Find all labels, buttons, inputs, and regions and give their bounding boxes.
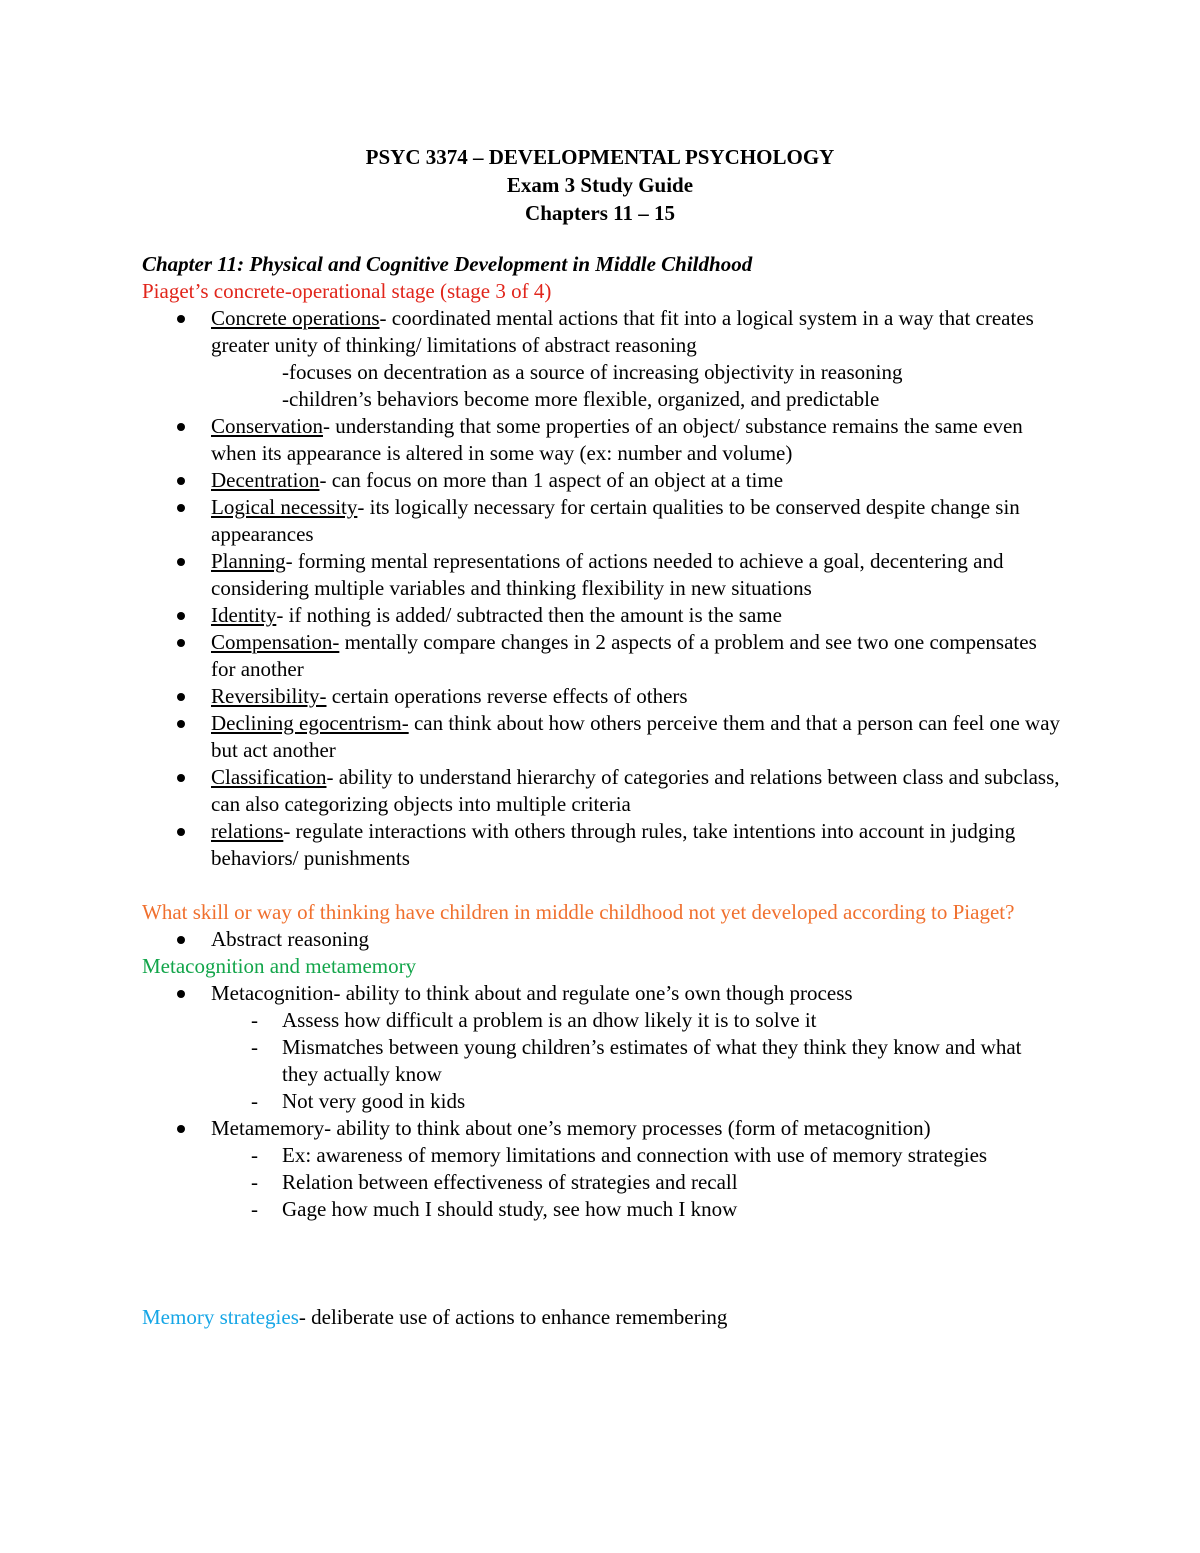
bullet-icon xyxy=(176,926,186,953)
piaget-heading: Piaget’s concrete-operational stage (stage 3 of 4) xyxy=(142,279,552,303)
list-item xyxy=(142,818,1062,872)
list-item xyxy=(211,1169,1062,1196)
metacognition-points xyxy=(211,1007,1062,1115)
bullet-icon xyxy=(176,494,186,521)
metamemory-points xyxy=(211,1142,1062,1223)
chapters-range: Chapters 11 – 15 xyxy=(525,201,675,225)
document-body xyxy=(142,251,1062,1331)
metacognition-text: Metacognition- ability to think about and regulate one’s own though process xyxy=(211,981,853,1005)
concept-definition: certain operations reverse effects of others xyxy=(326,684,688,708)
review-question: What skill or way of thinking have children in middle childhood not yet developed according to Piaget? xyxy=(142,900,1015,924)
concept-definition: - its logically necessary for certain qualities to be conserved despite change sin appearances xyxy=(211,495,1020,546)
bullet-icon xyxy=(176,980,186,1007)
concept-definition: - ability to understand hierarchy of categories and relations between class and subclass, can also categorizing objects into multiple criteria xyxy=(211,765,1060,816)
list-item xyxy=(142,1115,1062,1223)
concept-definition: - coordinated mental actions that fit into a logical system in a way that creates greater unity of thinking/ limitations of abstract reasoning xyxy=(211,306,1034,357)
point-text: Not very good in kids xyxy=(282,1089,466,1113)
point-text: Assess how difficult a problem is an dhow likely it is to solve it xyxy=(282,1008,817,1032)
dash-marker: - xyxy=(251,1035,258,1059)
concept-term: relations xyxy=(211,819,284,843)
list-item xyxy=(142,602,1062,629)
list-item xyxy=(142,683,1062,710)
bullet-icon xyxy=(176,305,186,332)
list-item xyxy=(142,629,1062,683)
list-item xyxy=(142,764,1062,818)
point-text: Ex: awareness of memory limitations and connection with use of memory strategies xyxy=(282,1143,988,1167)
concept-term: Concrete operations xyxy=(211,306,380,330)
concept-definition: - if nothing is added/ subtracted then the amount is the same xyxy=(276,603,782,627)
metamemory-text: Metamemory- ability to think about one’s memory processes (form of metacognition) xyxy=(211,1116,931,1140)
list-item xyxy=(142,413,1062,467)
list-item xyxy=(211,1007,1062,1034)
point-text: Gage how much I should study, see how much I know xyxy=(282,1197,738,1221)
memory-strategies-term: Memory strategies xyxy=(142,1305,299,1329)
concept-definition: - regulate interactions with others through rules, take intentions into account in judging behaviors/ punishments xyxy=(211,819,1016,870)
course-title: PSYC 3374 – DEVELOPMENTAL PSYCHOLOGY xyxy=(365,145,835,169)
bullet-icon xyxy=(176,1115,186,1142)
sub-note: -focuses on decentration as a source of increasing objectivity in reasoning xyxy=(282,360,903,384)
bullet-icon xyxy=(176,710,186,737)
concept-term: Classification xyxy=(211,765,327,789)
concept-term: Planning xyxy=(211,549,286,573)
bullet-icon xyxy=(176,818,186,845)
answer-text: Abstract reasoning xyxy=(211,927,370,951)
concept-term: Reversibility- xyxy=(211,684,327,708)
list-item xyxy=(142,980,1062,1115)
concept-term: Declining egocentrism- xyxy=(211,711,409,735)
metacognition-heading: Metacognition and metamemory xyxy=(142,954,417,978)
dash-marker: - xyxy=(251,1143,258,1167)
concept-definition: - can focus on more than 1 aspect of an object at a time xyxy=(319,468,784,492)
list-item xyxy=(211,1142,1062,1169)
concept-term: Decentration xyxy=(211,468,320,492)
concept-term: Compensation- xyxy=(211,630,340,654)
dash-marker: - xyxy=(251,1197,258,1221)
spacer xyxy=(142,1223,1062,1304)
list-item xyxy=(211,1196,1062,1223)
list-item xyxy=(142,548,1062,602)
bullet-icon xyxy=(176,683,186,710)
bullet-icon xyxy=(176,413,186,440)
guide-title: Exam 3 Study Guide xyxy=(506,173,694,197)
bullet-icon xyxy=(176,764,186,791)
list-item xyxy=(142,926,1062,953)
chapter-title: Chapter 11: Physical and Cognitive Development in Middle Childhood xyxy=(142,252,753,276)
list-item xyxy=(211,1088,1062,1115)
concept-term: Conservation xyxy=(211,414,323,438)
dash-marker: - xyxy=(251,1008,258,1032)
list-item xyxy=(142,494,1062,548)
bullet-icon xyxy=(176,602,186,629)
dash-marker: - xyxy=(251,1089,258,1113)
memory-strategies-definition: - deliberate use of actions to enhance remembering xyxy=(298,1305,728,1329)
document-header xyxy=(0,143,1200,227)
point-text: Relation between effectiveness of strategies and recall xyxy=(282,1170,738,1194)
answer-list xyxy=(142,926,1062,953)
sub-note: -children’s behaviors become more flexible, organized, and predictable xyxy=(282,387,880,411)
list-item xyxy=(142,710,1062,764)
dash-marker: - xyxy=(251,1170,258,1194)
list-item xyxy=(142,305,1062,413)
metacognition-list xyxy=(142,980,1062,1223)
concept-term: Logical necessity xyxy=(211,495,358,519)
list-item xyxy=(142,467,1062,494)
bullet-icon xyxy=(176,467,186,494)
bullet-icon xyxy=(176,548,186,575)
concept-definition: - forming mental representations of actions needed to achieve a goal, decentering and considering multiple variables and thinking flexibility in new situations xyxy=(211,549,1004,600)
list-item xyxy=(211,1034,1062,1088)
point-text: Mismatches between young children’s estimates of what they think they know and what they actually know xyxy=(282,1035,1022,1086)
piaget-concepts-list xyxy=(142,305,1062,872)
memory-strategies-line xyxy=(142,1304,1062,1331)
concept-definition: - understanding that some properties of an object/ substance remains the same even when its appearance is altered in some way (ex: number and volume) xyxy=(211,414,1023,465)
spacer xyxy=(142,872,1062,899)
concept-term: Identity xyxy=(211,603,277,627)
concept-definition: can think about how others perceive them and that a person can feel one way but act another xyxy=(211,711,1061,762)
concept-definition: mentally compare changes in 2 aspects of a problem and see two one compensates for another xyxy=(211,630,1037,681)
bullet-icon xyxy=(176,629,186,656)
